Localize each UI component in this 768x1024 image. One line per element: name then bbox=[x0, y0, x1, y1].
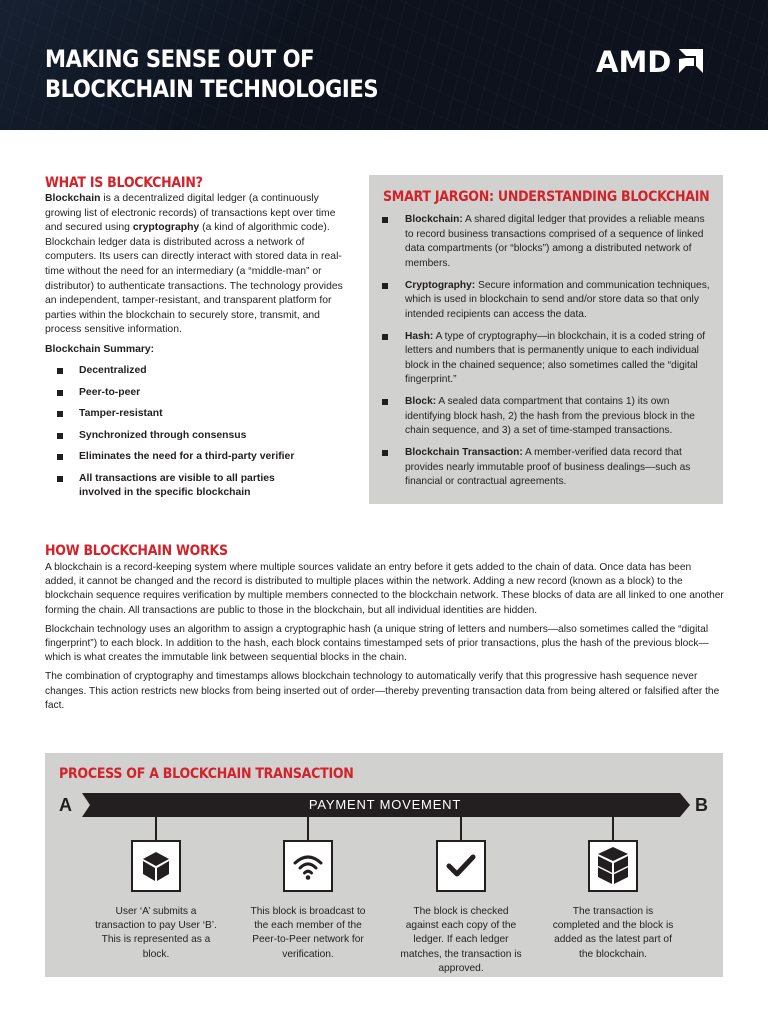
what-is-blockchain-body bbox=[45, 192, 353, 338]
jargon-definition: A sealed data compartment that contains 1) its own identifying block hash, 2) the hash from the previous block in the chain sequence, and 3) a set of time-stamped transactions. bbox=[405, 396, 695, 436]
step-2-text: This block is broadcast to the each member of the Peer-to-Peer network for verification. bbox=[250, 906, 366, 960]
step-1-text: User ‘A’ submits a transaction to pay User ‘B’. This is represented as a block. bbox=[95, 906, 217, 960]
blockchain-summary-list bbox=[45, 364, 355, 508]
bullet-square-icon bbox=[57, 390, 63, 396]
bullet-square-icon bbox=[57, 411, 63, 417]
user-b-label: B bbox=[695, 795, 708, 815]
checkmark-icon bbox=[445, 850, 477, 882]
step-3-icon-box bbox=[436, 840, 486, 892]
summary-item: Eliminates the need for a third-party verifier bbox=[45, 450, 355, 464]
step-1-icon-box bbox=[131, 840, 181, 892]
amd-logo bbox=[596, 46, 724, 78]
bullet-square-icon bbox=[382, 334, 388, 340]
page-title-line-2: BLOCKCHAIN TECHNOLOGIES bbox=[45, 75, 379, 103]
how-paragraph: Blockchain technology uses an algorithm to assign a cryptographic hash (a unique string of letters and numbers—also sometimes called the “digital fingerprint”) to each block. In addition to the hash, each block contains timestamped sets of prior transactions, plus the hash of the previous block—which is what creates the immutable link between sequential blocks in the chain. bbox=[45, 623, 709, 664]
how-paragraph: A blockchain is a record-keeping system where multiple sources validate an entry before it gets added to the chain of data. Once data has been added, it cannot be changed and the record is distributed to multiple places within the network. Adding a new record (known as a block) to the blockchain sequence requires verification by multiple members connected to the blockchain network. These blocks of data are all linked to one another forming the chain. All transactions are public to those in the blockchain, but all individual identities are hidden. bbox=[45, 562, 724, 616]
term-blockchain: Blockchain bbox=[45, 193, 101, 204]
step-4-icon-box bbox=[588, 840, 638, 892]
summary-item: Decentralized bbox=[45, 364, 355, 378]
jargon-list bbox=[382, 213, 712, 497]
jargon-term: Blockchain Transaction: bbox=[405, 447, 523, 458]
what-is-text-1: is a decentralized digital ledger (a continuously growing list of electronic records) of transactions kept over time and secured using bbox=[45, 193, 336, 234]
amd-logo-text: AMD bbox=[596, 45, 672, 79]
jargon-definition: A shared digital ledger that provides a reliable means to record business transactions comprised of a sequence of linked data compartments (or “blocks”) among a distributed network of members. bbox=[405, 214, 705, 269]
jargon-definition: A member-verified data record that provides nearly immutable proof of business dealings—such as financial or contractual agreements. bbox=[405, 447, 691, 487]
summary-item: Peer-to-peer bbox=[45, 386, 355, 400]
amd-arrow-icon bbox=[675, 47, 705, 77]
jargon-item bbox=[382, 330, 712, 388]
process-diagram-panel bbox=[45, 753, 723, 977]
payment-movement-label: PAYMENT MOVEMENT bbox=[308, 797, 462, 812]
jargon-item bbox=[382, 213, 712, 271]
bullet-square-icon bbox=[382, 283, 388, 289]
how-blockchain-works-heading: HOW BLOCKCHAIN WORKS bbox=[45, 543, 228, 559]
jargon-term: Blockchain: bbox=[405, 214, 463, 225]
bullet-square-icon bbox=[57, 476, 63, 482]
smart-jargon-heading: SMART JARGON: UNDERSTANDING BLOCKCHAIN bbox=[383, 189, 710, 205]
connector-line bbox=[307, 817, 309, 841]
bullet-square-icon bbox=[57, 454, 63, 460]
jargon-term: Hash: bbox=[405, 330, 434, 342]
step-4-text: The transaction is completed and the block is added as the latest part of the blockchain. bbox=[552, 906, 674, 960]
jargon-term: Block: bbox=[405, 396, 437, 407]
summary-item: All transactions are visible to all parties involved in the specific blockchain bbox=[45, 472, 295, 500]
jargon-definition: A type of cryptography—in blockchain, it is a coded string of letters and numbers that is permanently unique to each individual block in the chained sequence; also sometimes called the “digital fingerprint.” bbox=[405, 330, 706, 385]
cube-icon bbox=[140, 850, 172, 882]
page-title bbox=[45, 44, 415, 104]
jargon-item bbox=[382, 279, 712, 323]
how-paragraph: The combination of cryptography and timestamps allows blockchain technology to automatically verify that this progressive hash sequence never changes. This action restricts new blocks from being inserted out of order—thereby preventing transaction data from being altered or falsified after the fact. bbox=[45, 671, 720, 711]
connector-line bbox=[155, 817, 157, 841]
blockchain-summary-title: Blockchain Summary: bbox=[45, 344, 155, 355]
summary-item: Tamper-resistant bbox=[45, 407, 355, 421]
connector-line bbox=[460, 817, 462, 841]
bullet-square-icon bbox=[382, 450, 388, 456]
jargon-item bbox=[382, 446, 712, 490]
how-blockchain-works-body bbox=[45, 561, 725, 718]
jargon-term: Cryptography: bbox=[405, 279, 476, 291]
smart-jargon-panel bbox=[369, 175, 723, 504]
summary-item: Synchronized through consensus bbox=[45, 429, 355, 443]
step-3-text: The block is checked against each copy of the ledger. If each ledger matches, the transaction is approved. bbox=[400, 906, 522, 974]
term-cryptography: cryptography bbox=[132, 222, 200, 234]
bullet-square-icon bbox=[382, 217, 388, 223]
header-banner bbox=[0, 0, 768, 130]
what-is-blockchain-heading: WHAT IS BLOCKCHAIN? bbox=[45, 175, 203, 191]
user-a-label: A bbox=[59, 795, 72, 815]
stacked-blocks-icon bbox=[596, 846, 630, 886]
what-is-text-2: (a kind of algorithmic code). Blockchain ledger data is distributed across a network of computers. Its users can directly interact with stored data in real-time without the need for an intermediary (a “middle-man” or distributor) to authenticate transactions. The technology provides an independent, tamper-resistant, and transparent platform for parties within the blockchain to securely store, transmit, and process sensitive information. bbox=[45, 222, 343, 336]
process-heading: PROCESS OF A BLOCKCHAIN TRANSACTION bbox=[59, 766, 354, 782]
page-title-line-1: MAKING SENSE OUT OF bbox=[45, 45, 315, 73]
broadcast-icon bbox=[292, 850, 324, 882]
jargon-item bbox=[382, 395, 712, 439]
bullet-square-icon bbox=[57, 433, 63, 439]
connector-line bbox=[612, 817, 614, 841]
step-2-icon-box bbox=[283, 840, 333, 892]
jargon-definition: Secure information and communication techniques, which is used in blockchain to send and/or store data so that only intended recipients can access the data. bbox=[405, 279, 710, 320]
bullet-square-icon bbox=[382, 399, 388, 405]
bullet-square-icon bbox=[57, 368, 63, 374]
